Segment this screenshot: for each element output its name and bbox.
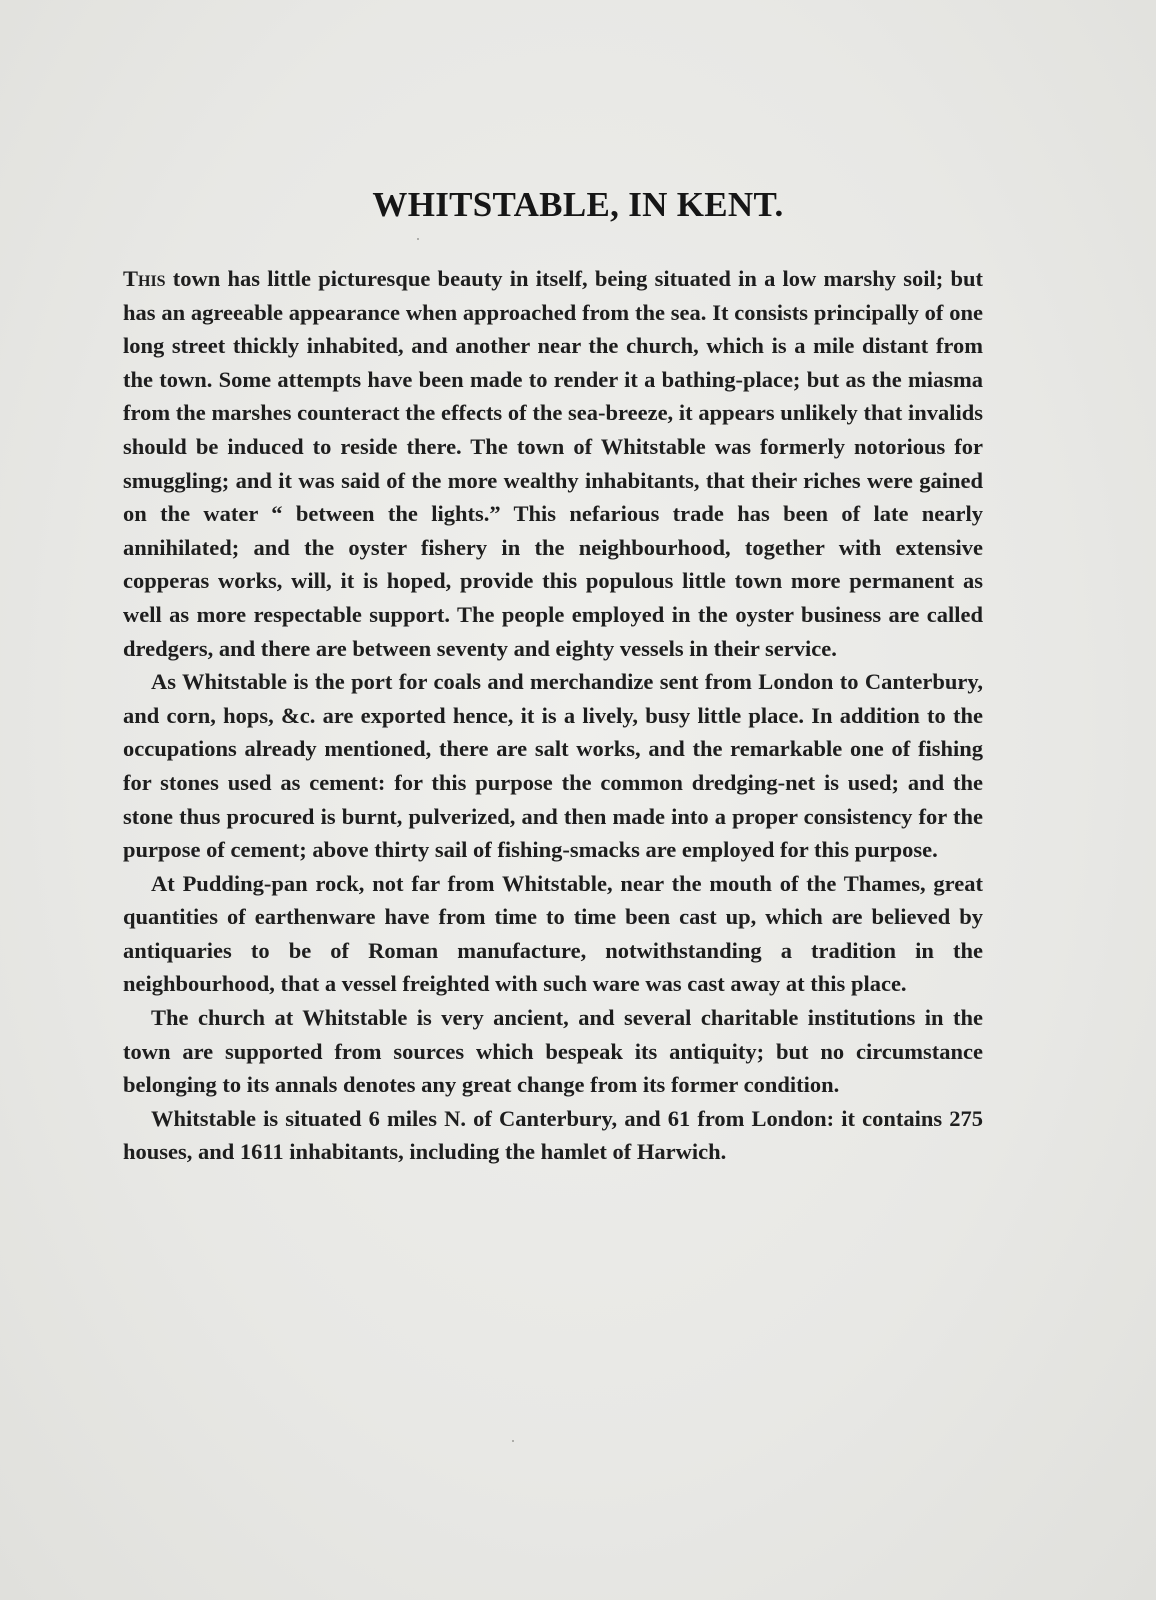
paragraph-3: At Pudding-pan rock, not far from Whitstable, near the mouth of the Thames, great quantities of earthenware have from time to time been cast up, which are believed by antiquaries to be of Roman manufacture, notwithstanding a tradition in the neighbourhood, that a vessel freighted with such ware was cast away at this place.	[123, 870, 983, 997]
paper-speck	[417, 238, 419, 240]
paper-speck	[512, 1440, 514, 1442]
paragraph-1-text: town has little picturesque beauty in itself, being situated in a low marshy soil; but has an agreeable appearance when approached from the sea. It consists principally of one long street thickly inhabited, and another near the church, which is a mile distant from the town. Some attempts have been made to render it a bathing-place; but as the miasma from the marshes counteract the effects of the sea-breeze, it appears unlikely that invalids should be induced to reside there. The town of Whitstable was formerly notorious for smuggling; and it was said of the more wealthy inhabitants, that their riches were gained on the water “ between the lights.” This nefarious trade has been of late nearly annihilated; and the oyster fishery in the neighbourhood, together with extensive copperas works, will, it is hoped, provide this populous little town more permanent as well as more respectable support. The people employed in the oyster business are called dredgers, and there are between seventy and eighty vessels in their service.	[123, 266, 983, 661]
paragraph-opening-word: This	[123, 266, 166, 291]
paragraph-5: Whitstable is situated 6 miles N. of Canterbury, and 61 from London: it contains 275 houses, and 1611 inhabitants, including the hamlet of Harwich.	[123, 1105, 983, 1165]
article-body	[123, 262, 983, 1169]
page-title: WHITSTABLE, IN KENT.	[372, 185, 784, 224]
paragraph-1	[123, 262, 983, 665]
paragraph-4: The church at Whitstable is very ancient, and several charitable institutions in the town are supported from sources which bespeak its antiquity; but no circumstance belonging to its annals denotes any great change from its former condition.	[123, 1005, 983, 1098]
paragraph-2: As Whitstable is the port for coals and merchandize sent from London to Canterbury, and corn, hops, &c. are exported hence, it is a lively, busy little place. In addition to the occupations already mentioned, there are salt works, and the remarkable one of fishing for stones used as cement: for this purpose the common dredging-net is used; and the stone thus procured is burnt, pulverized, and then made into a proper consistency for the purpose of cement; above thirty sail of fishing-smacks are employed for this purpose.	[123, 669, 983, 863]
